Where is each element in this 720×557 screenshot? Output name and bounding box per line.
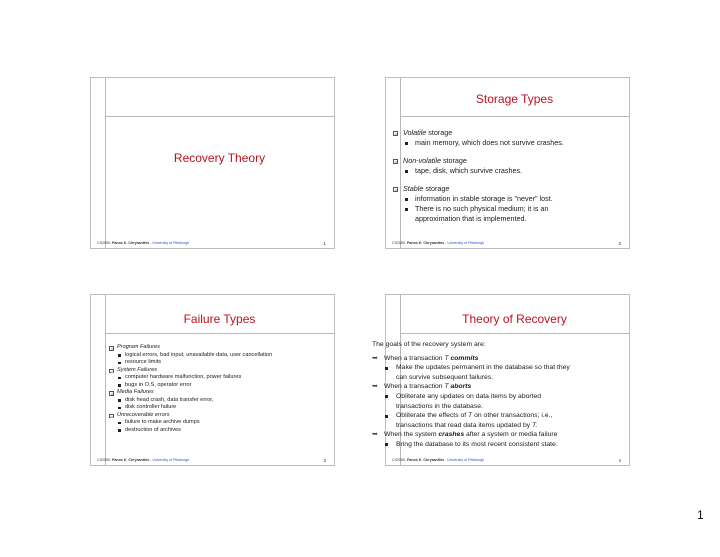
square-bullet-icon <box>393 159 398 164</box>
square-dot-icon <box>385 443 388 446</box>
slide-1 <box>90 77 335 249</box>
goal-item: ➥ When a transaction T commits <box>372 354 479 362</box>
slide-2 <box>385 77 630 249</box>
slide-footer: CS2550. Panos K. Chrysanthis - University of Pittsburgh <box>392 241 485 245</box>
slide-body <box>393 128 564 224</box>
slide-4 <box>372 294 630 466</box>
bullet-item: Media Failures <box>109 389 272 397</box>
sub-bullet-item: There is no such physical medium; it is an <box>393 204 564 214</box>
slide-body <box>372 340 570 450</box>
square-dot-icon <box>118 407 121 410</box>
bullet-item: Unrecoverable errors <box>109 412 272 420</box>
arrow-bullet-icon: ➥ <box>372 383 378 391</box>
sub-bullet-continuation: approximation that is implemented. <box>415 214 527 223</box>
square-dot-icon <box>118 377 121 380</box>
sub-bullet-item: logical errors, bad input, unavailable data, user cancellation <box>109 352 272 360</box>
square-dot-icon <box>405 170 408 173</box>
slide-number: 3 <box>323 458 326 463</box>
sub-bullet-item: information in stable storage is "never" lost. <box>393 194 564 204</box>
square-bullet-icon <box>393 131 398 136</box>
square-dot-icon <box>118 362 121 365</box>
sub-bullet-continuation: can survive subsequent failures. <box>396 373 494 381</box>
bullet-item: Program Failures <box>109 344 272 352</box>
square-dot-icon <box>118 354 121 357</box>
arrow-bullet-icon: ➥ <box>372 354 378 362</box>
square-dot-icon <box>385 415 388 418</box>
slide-title: Theory of Recovery <box>462 312 567 326</box>
square-dot-icon <box>405 142 408 145</box>
goal-item: ➥ When the system crashes after a system or media failure <box>372 431 558 439</box>
square-bullet-icon <box>109 369 114 374</box>
sub-bullet-item: computer hardware malfunction, power failures <box>109 374 272 382</box>
square-dot-icon <box>118 429 121 432</box>
sub-bullet-item: bugs in O.S, operator error <box>109 382 272 390</box>
page-number: 1 <box>697 508 704 522</box>
square-dot-icon <box>405 198 408 201</box>
slide-horizontal-rule <box>105 333 334 334</box>
goal-item: ➥ When a transaction T aborts <box>372 383 472 391</box>
sub-bullet-item: main memory, which does not survive crashes. <box>393 138 564 148</box>
slide-title: Storage Types <box>475 92 554 106</box>
slide-horizontal-rule <box>400 116 629 117</box>
square-bullet-icon <box>109 414 114 419</box>
slide-horizontal-rule <box>400 333 629 334</box>
sub-bullet-continuation: transactions in the database. <box>396 402 483 410</box>
slide-number: 2 <box>618 241 621 246</box>
slide-horizontal-rule <box>105 116 334 117</box>
square-bullet-icon <box>109 346 114 351</box>
square-dot-icon <box>385 395 388 398</box>
slide-3 <box>90 294 335 466</box>
bullet-item: Non-volatile storage <box>393 156 564 166</box>
sub-bullet-item: Make the updates permanent in the database so that they <box>372 363 570 373</box>
slide-title: Failure Types <box>183 312 256 326</box>
bullet-item: System Failures <box>109 367 272 375</box>
sub-bullet-item: disk controller failure <box>109 404 272 412</box>
square-bullet-icon <box>109 391 114 396</box>
arrow-bullet-icon: ➥ <box>372 431 378 439</box>
square-dot-icon <box>118 384 121 387</box>
sub-bullet-item: tape, disk, which survive crashes. <box>393 166 564 176</box>
sub-bullet-item: destruction of archives <box>109 427 272 435</box>
square-dot-icon <box>118 422 121 425</box>
slide-footer: CS2550. Panos K. Chrysanthis - University of Pittsburgh <box>97 241 190 245</box>
slide-title: Recovery Theory <box>173 151 266 165</box>
slide-number: 4 <box>618 458 621 463</box>
sub-bullet-item: failure to make archive dumps <box>109 419 272 427</box>
slide-footer: CS2550. Panos K. Chrysanthis - University of Pittsburgh <box>97 458 190 462</box>
sub-bullet-continuation: transactions that read data items updated by T. <box>396 421 538 429</box>
sub-bullet-item: Obliterate the effects of T on other transactions; i.e., <box>372 411 570 421</box>
square-dot-icon <box>405 208 408 211</box>
bullet-item: Stable storage <box>393 184 564 194</box>
intro-text: The goals of the recovery system are: <box>372 341 486 348</box>
sub-bullet-item: resource limits <box>109 359 272 367</box>
square-dot-icon <box>385 367 388 370</box>
square-dot-icon <box>118 399 121 402</box>
slide-body <box>109 344 272 434</box>
slide-footer: CS2550. Panos K. Chrysanthis - University of Pittsburgh <box>392 458 485 462</box>
sub-bullet-item: disk head crash, data transfer error, <box>109 397 272 405</box>
sub-bullet-item: Bring the database to its most recent consistent state. <box>372 440 570 450</box>
square-bullet-icon <box>393 187 398 192</box>
bullet-item: Volatile storage <box>393 128 564 138</box>
sub-bullet-item: Obliterate any updates on data items by aborted <box>372 392 570 402</box>
slide-number: 1 <box>323 241 326 246</box>
